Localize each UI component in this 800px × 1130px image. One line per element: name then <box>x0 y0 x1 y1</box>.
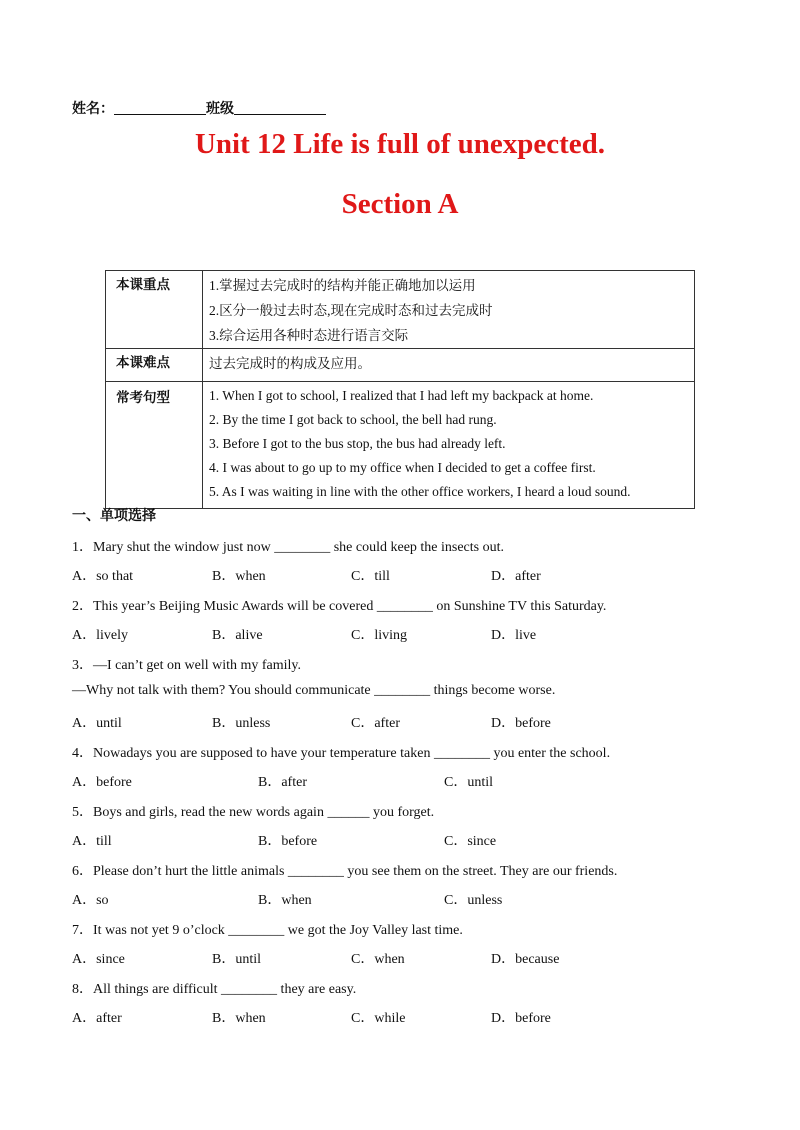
content-line: 1.掌握过去完成时的结构并能正确地加以运用 <box>209 278 476 293</box>
row-label: 常考句型 <box>106 382 203 509</box>
row-label: 本课难点 <box>106 349 203 382</box>
table-row <box>106 382 695 509</box>
question-text: 2．This year’s Beijing Music Awards will be covered ________ on Sunshine TV this Saturday. <box>72 599 607 614</box>
option-d[interactable]: D．after <box>491 569 541 584</box>
option-b[interactable]: B．when <box>258 893 312 908</box>
student-info-line <box>72 98 326 118</box>
name-blank[interactable] <box>114 100 206 115</box>
content-line: 4. I was about to go up to my office when I decided to get a coffee first. <box>209 460 596 475</box>
question-text: 7．It was not yet 9 o’clock ________ we got the Joy Valley last time. <box>72 923 463 938</box>
class-blank[interactable] <box>234 100 326 115</box>
option-c[interactable]: C．when <box>351 952 405 967</box>
row-content <box>203 349 695 382</box>
option-d[interactable]: D．before <box>491 716 551 731</box>
content-line: 过去完成时的构成及应用。 <box>209 356 371 371</box>
option-b[interactable]: B．after <box>258 775 307 790</box>
option-c[interactable]: C．unless <box>444 893 503 908</box>
question-text: 6．Please don’t hurt the little animals ________ you see them on the street. They are our friends. <box>72 864 618 879</box>
option-b[interactable]: B．until <box>212 952 262 967</box>
content-line: 3.综合运用各种时态进行语言交际 <box>209 328 409 343</box>
option-c[interactable]: C．until <box>444 775 494 790</box>
row-label: 本课重点 <box>106 271 203 349</box>
row-content <box>203 382 695 509</box>
option-c[interactable]: C．after <box>351 716 400 731</box>
section-title: Section A <box>341 188 459 220</box>
option-c[interactable]: C．living <box>351 628 408 643</box>
option-b[interactable]: B．when <box>212 569 266 584</box>
question-text: 1．Mary shut the window just now ________ she could keep the insects out. <box>72 540 505 555</box>
question-text: 5．Boys and girls, read the new words again ______ you forget. <box>72 805 435 820</box>
table-row <box>106 349 695 382</box>
option-c[interactable]: C．since <box>444 834 497 849</box>
option-a[interactable]: A．lively <box>72 628 128 643</box>
option-c[interactable]: C．till <box>351 569 390 584</box>
option-c[interactable]: C．while <box>351 1011 406 1026</box>
question-text: 3．—I can’t get on well with my family. <box>72 658 302 673</box>
option-a[interactable]: A．so <box>72 893 109 908</box>
question-text-reply: —Why not talk with them? You should communicate ________ things become worse. <box>72 683 556 698</box>
option-a[interactable]: A．after <box>72 1011 122 1026</box>
question-text: 4．Nowadays you are supposed to have your temperature taken ________ you enter the school. <box>72 746 611 761</box>
option-d[interactable]: D．before <box>491 1011 551 1026</box>
content-line: 2. By the time I got back to school, the bell had rung. <box>209 412 497 427</box>
option-a[interactable]: A．before <box>72 775 132 790</box>
option-b[interactable]: B．unless <box>212 716 271 731</box>
class-label: 班级 <box>206 102 234 117</box>
row-content <box>203 271 695 349</box>
content-line: 1. When I got to school, I realized that I had left my backpack at home. <box>209 388 594 403</box>
option-a[interactable]: A．so that <box>72 569 134 584</box>
content-line: 3. Before I got to the bus stop, the bus had already left. <box>209 436 506 451</box>
option-b[interactable]: B．alive <box>212 628 263 643</box>
option-d[interactable]: D．live <box>491 628 537 643</box>
option-a[interactable]: A．since <box>72 952 125 967</box>
option-d[interactable]: D．because <box>491 952 560 967</box>
content-line: 5. As I was waiting in line with the other office workers, I heard a loud sound. <box>209 484 631 499</box>
option-b[interactable]: B．before <box>258 834 318 849</box>
question-text: 8．All things are difficult ________ they are easy. <box>72 982 357 997</box>
option-b[interactable]: B．when <box>212 1011 266 1026</box>
content-line: 2.区分一般过去时态,现在完成时态和过去完成时 <box>209 303 493 318</box>
option-a[interactable]: A．till <box>72 834 112 849</box>
section-heading: 一、单项选择 <box>72 509 156 524</box>
name-label: 姓名： <box>72 102 114 117</box>
table-row <box>106 271 695 349</box>
option-a[interactable]: A．until <box>72 716 122 731</box>
unit-title: Unit 12 Life is full of unexpected. <box>194 128 606 160</box>
lesson-info-table <box>105 270 695 509</box>
